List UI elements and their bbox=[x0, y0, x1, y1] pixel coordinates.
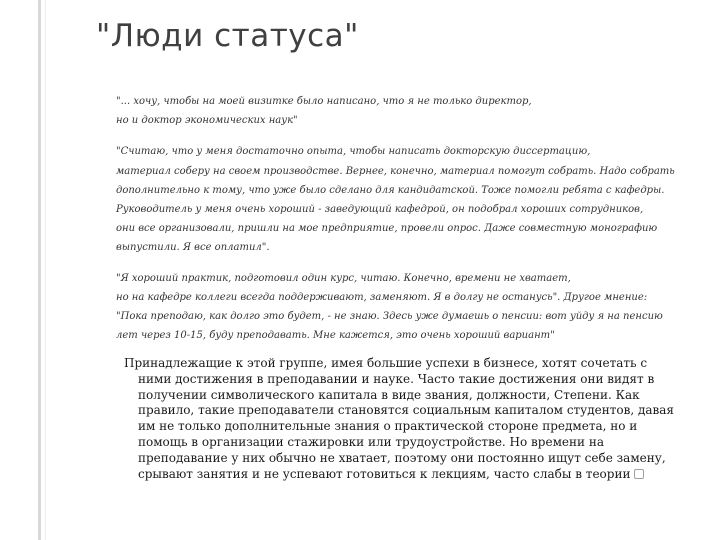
left-border-rule bbox=[38, 0, 41, 540]
body-line: преподавание у них обычно не хватает, поэтому они постоянно ищут себе замену, bbox=[138, 450, 666, 465]
quote-line: но и доктор экономических наук" bbox=[116, 115, 298, 127]
body-line: срывают занятия и не успевают готовиться к лекциям, часто слабы в теории bbox=[138, 466, 631, 481]
slide-title: "Люди статуса" bbox=[96, 18, 359, 54]
body-line: правило, такие преподаватели становятся социальным капиталом студентов, давая bbox=[138, 403, 674, 418]
left-border-rule-inner bbox=[45, 0, 46, 540]
body-line-last bbox=[118, 467, 708, 483]
body-line: получении символического капитала в виде звания, должности, Степени. Как bbox=[138, 387, 640, 402]
body-line: помощь в организации стажировки или трудоустройстве. Но времени на bbox=[138, 434, 604, 449]
quote-line: "Я хороший практик, подготовил один курс, читаю. Конечно, времени не хватает, bbox=[116, 272, 571, 284]
quote-line: но на кафедре коллеги всегда поддерживают, заменяют. Я в долгу не останусь". Другое мнение: bbox=[116, 291, 648, 303]
quote-line: материал соберу на своем производстве. Вернее, конечно, материал помогут собрать. Надо собрать bbox=[116, 165, 675, 177]
quote-line: "Пока преподаю, как долго это будет, - не знаю. Здесь уже думаешь о пенсии: вот уйду я на пенсию bbox=[116, 310, 663, 322]
body-line: Принадлежащие к этой группе, имея большие успехи в бизнесе, хотят сочетать с bbox=[124, 356, 648, 370]
quote-line: они все организовали, пришли на мое предприятие, провели опрос. Даже совместную монографию bbox=[116, 223, 658, 235]
quote-line: "Считаю, что у меня достаточно опыта, чтобы написать докторскую диссертацию, bbox=[116, 146, 591, 158]
quote-line: лет через 10-15, буду преподавать. Мне кажется, это очень хороший вариант" bbox=[116, 330, 555, 342]
body-paragraph bbox=[118, 356, 708, 482]
quote-line: выпустили. Я все оплатил". bbox=[116, 242, 270, 254]
quote-block bbox=[116, 142, 676, 257]
quote-line: Руководитель у меня очень хороший - заведующий кафедрой, он подобрал хороших сотрудников, bbox=[116, 203, 644, 215]
quote-block bbox=[116, 269, 676, 346]
body-line: ними достижения в преподавании и науке. Часто такие достижения они видят в bbox=[138, 371, 655, 386]
body-line: им не только дополнительные знания о практической стороне предмета, но и bbox=[138, 419, 638, 434]
square-bullet-icon bbox=[634, 469, 644, 479]
quote-line: "... хочу, чтобы на моей визитке было написано, что я не только директор, bbox=[116, 96, 532, 107]
quote-block bbox=[116, 92, 676, 130]
quote-line: дополнительно к тому, что уже было сделано для кандидатской. Тоже помогли ребята с кафедры. bbox=[116, 184, 665, 196]
quotes-area bbox=[116, 92, 676, 345]
